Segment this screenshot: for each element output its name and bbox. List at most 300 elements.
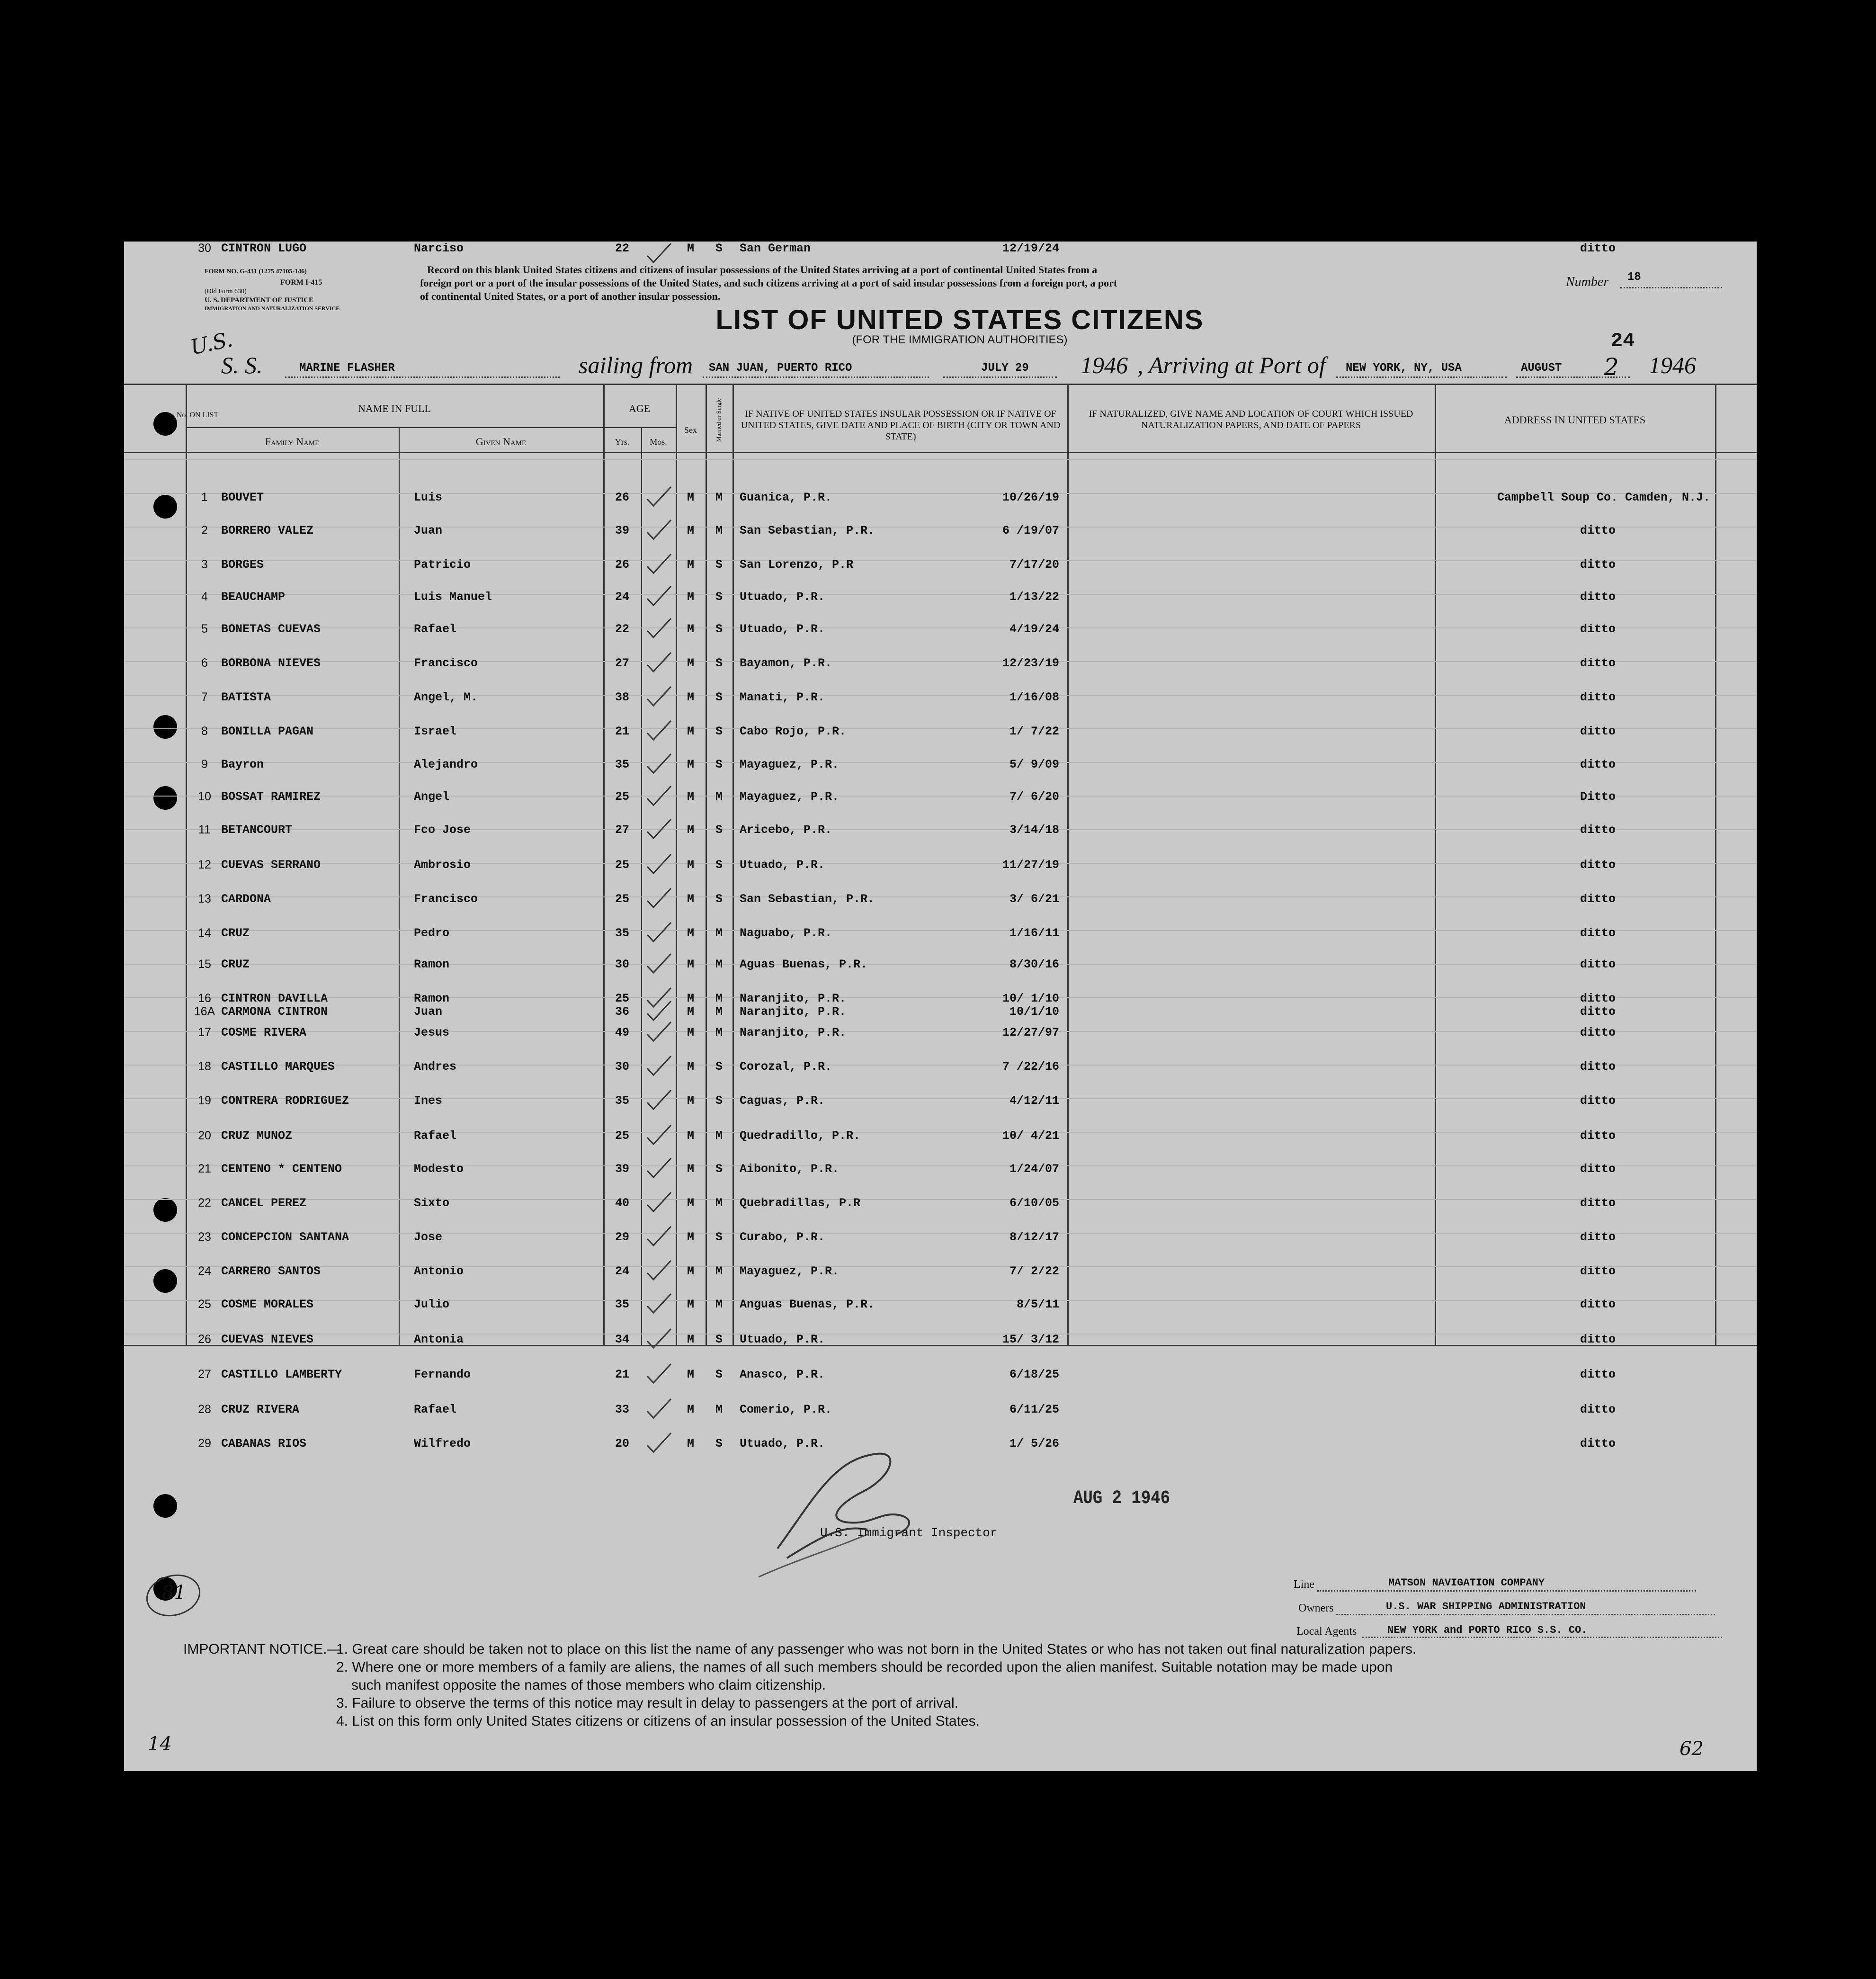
cell-age: 29 xyxy=(615,1230,629,1244)
check-mark-icon xyxy=(645,784,673,808)
owners-value: U.S. WAR SHIPPING ADMINISTRATION xyxy=(1386,1601,1586,1612)
us-handwritten: U.S. xyxy=(188,327,235,360)
cell-place: Utuado, P.R. xyxy=(740,590,825,604)
cell-no: 26 xyxy=(198,1333,211,1346)
ship-name: MARINE FLASHER xyxy=(299,362,395,375)
cell-addr: ditto xyxy=(1580,1060,1616,1074)
cell-place: Bayamon, P.R. xyxy=(740,656,832,670)
cell-given: Luis Manuel xyxy=(414,590,492,604)
cell-no: 12 xyxy=(198,858,211,871)
dept-name: U. S. DEPARTMENT OF JUSTICE xyxy=(205,296,314,304)
cell-given: Rafael xyxy=(414,1129,457,1143)
cell-age: 21 xyxy=(615,725,629,738)
cell-date: 6/10/05 xyxy=(1009,1196,1059,1210)
cell-addr: ditto xyxy=(1580,590,1616,604)
cell-family: CRUZ MUNOZ xyxy=(221,1129,293,1143)
cell-no: 24 xyxy=(198,1264,211,1278)
cell-given: Israel xyxy=(414,725,457,738)
cell-given: Alejandro xyxy=(414,758,478,771)
cell-family: BONETAS CUEVAS xyxy=(221,622,321,636)
cell-family: CENTENO * CENTENO xyxy=(221,1162,342,1176)
punch-hole xyxy=(153,786,177,810)
arrival-day: 2 xyxy=(1604,353,1619,381)
cell-place: Naguabo, P.R. xyxy=(740,926,832,940)
cell-addr: ditto xyxy=(1580,1196,1616,1210)
cell-ms: S xyxy=(715,858,723,872)
cell-family: CINTRON LUGO xyxy=(221,242,307,255)
cell-family: BONILLA PAGAN xyxy=(221,725,314,738)
cell-given: Fco Jose xyxy=(414,823,471,837)
cell-place: Utuado, P.R. xyxy=(740,1333,825,1346)
cell-sex: M xyxy=(687,524,694,537)
cell-date: 6/18/25 xyxy=(1009,1368,1059,1381)
cell-no: 30 xyxy=(198,242,211,255)
col-birth: IF NATIVE OF UNITED STATES INSULAR POSSESSION OR IF NATIVE OF UNITED STATES, GIVE DATE AND PLACE OF BIRTH (CITY OR TOWN AND STATE) xyxy=(741,409,1061,442)
check-mark-icon xyxy=(645,852,673,876)
cell-no: 20 xyxy=(198,1129,211,1142)
check-mark-icon xyxy=(645,1191,673,1214)
cell-family: CABANAS RIOS xyxy=(221,1437,307,1451)
check-mark-icon xyxy=(645,485,673,509)
cell-ms: M xyxy=(715,1129,723,1143)
cell-no: 2 xyxy=(201,524,208,537)
col-marital: Married or Single xyxy=(715,398,722,442)
cell-ms: M xyxy=(715,1005,723,1019)
cell-sex: M xyxy=(687,1196,694,1210)
check-mark-icon xyxy=(645,552,673,576)
cell-ms: S xyxy=(715,242,723,255)
cell-addr: ditto xyxy=(1580,992,1616,1005)
cell-no: 10 xyxy=(198,790,211,803)
cell-sex: M xyxy=(687,656,694,670)
cell-addr: ditto xyxy=(1580,758,1616,771)
cell-family: CUEVAS SERRANO xyxy=(221,858,321,872)
check-mark-icon xyxy=(645,242,673,265)
cell-ms: S xyxy=(715,590,723,604)
cell-age: 30 xyxy=(615,1060,629,1074)
cell-sex: M xyxy=(687,1129,694,1143)
cell-ms: S xyxy=(715,758,723,771)
sailing-label: sailing from xyxy=(579,352,693,378)
cell-no: 19 xyxy=(198,1094,211,1107)
cell-no: 4 xyxy=(201,590,208,603)
page-title: LIST OF UNITED STATES CITIZENS xyxy=(715,304,1204,335)
cell-ms: M xyxy=(715,1196,723,1210)
cell-addr: ditto xyxy=(1580,1026,1616,1039)
cell-date: 12/27/97 xyxy=(1002,1026,1059,1039)
cell-no: 6 xyxy=(201,656,208,670)
notice-2b: such manifest opposite the names of those members who claim citizenship. xyxy=(351,1677,826,1693)
cell-family: CRUZ xyxy=(221,958,250,971)
cell-no: 14 xyxy=(198,926,211,940)
cell-ms: M xyxy=(715,1026,723,1039)
cell-no: 17 xyxy=(198,1026,211,1039)
cell-ms: S xyxy=(715,823,723,837)
cell-family: CUEVAS NIEVES xyxy=(221,1333,314,1346)
cell-sex: M xyxy=(687,1333,694,1346)
cell-age: 39 xyxy=(615,1162,629,1176)
cell-addr: ditto xyxy=(1580,242,1616,255)
cell-date: 1/ 5/26 xyxy=(1009,1437,1059,1451)
ss-label: S. S. xyxy=(221,352,263,378)
cell-place: Naranjito, P.R. xyxy=(740,1026,847,1039)
cell-given: Ramon xyxy=(414,958,450,971)
cell-date: 8/30/16 xyxy=(1009,958,1059,971)
cell-place: Mayaguez, P.R. xyxy=(740,790,840,804)
cell-sex: M xyxy=(687,958,694,971)
cell-no: 1 xyxy=(201,491,208,504)
departure-port: SAN JUAN, PUERTO RICO xyxy=(709,362,852,375)
page-number-hand: 24 xyxy=(1611,330,1635,352)
arriving-label: , Arriving at Port of xyxy=(1137,352,1326,378)
cell-place: Anguas Buenas, P.R. xyxy=(740,1298,875,1311)
line-value: MATSON NAVIGATION COMPANY xyxy=(1388,1577,1545,1589)
manifest-sheet xyxy=(124,242,1757,1771)
check-mark-icon xyxy=(645,999,673,1023)
cell-date: 15/ 3/12 xyxy=(1002,1333,1059,1346)
intro-line-1: Record on this blank United States citizens and citizens of insular possessions of the United States arriving at a port of continental United States from a xyxy=(427,264,1098,276)
cell-date: 6 /19/07 xyxy=(1002,524,1059,537)
cell-given: Ines xyxy=(414,1094,443,1108)
cell-addr: ditto xyxy=(1580,926,1616,940)
cell-age: 24 xyxy=(615,590,629,604)
check-mark-icon xyxy=(645,1156,673,1180)
cell-family: BORBONA NIEVES xyxy=(221,656,321,670)
cell-ms: S xyxy=(715,1368,723,1381)
cell-age: 26 xyxy=(615,491,629,504)
old-form: (Old Form 630) xyxy=(205,288,247,295)
cell-no: 28 xyxy=(198,1403,211,1416)
cell-family: BEAUCHAMP xyxy=(221,590,286,604)
check-mark-icon xyxy=(645,617,673,640)
cell-sex: M xyxy=(687,1060,694,1074)
cell-place: Anasco, P.R. xyxy=(740,1368,825,1381)
check-mark-icon xyxy=(645,1292,673,1316)
cell-date: 4/12/11 xyxy=(1009,1094,1059,1108)
cell-addr: ditto xyxy=(1580,1264,1616,1278)
cell-no: 3 xyxy=(201,558,208,571)
cell-given: Wilfredo xyxy=(414,1437,471,1451)
cell-place: Caguas, P.R. xyxy=(740,1094,825,1108)
cell-ms: S xyxy=(715,1230,723,1244)
cell-sex: M xyxy=(687,242,694,255)
cell-no: 13 xyxy=(198,892,211,905)
cell-date: 1/13/22 xyxy=(1009,590,1059,604)
cell-sex: M xyxy=(687,758,694,771)
cell-given: Francisco xyxy=(414,892,478,906)
cell-given: Jesus xyxy=(414,1026,450,1039)
cell-sex: M xyxy=(687,1403,694,1416)
cell-family: BOSSAT RAMIREZ xyxy=(221,790,321,804)
cell-place: Naranjito, P.R. xyxy=(740,1005,847,1019)
cell-addr: ditto xyxy=(1580,1129,1616,1143)
cell-date: 11/27/19 xyxy=(1002,858,1059,872)
cell-age: 21 xyxy=(615,1368,629,1381)
cell-date: 7/ 6/20 xyxy=(1009,790,1059,804)
cell-sex: M xyxy=(687,590,694,604)
cell-addr: ditto xyxy=(1580,1094,1616,1108)
intro-line-3: of continental United States, or a port of another insular possession. xyxy=(420,290,721,302)
cell-place: Utuado, P.R. xyxy=(740,858,825,872)
cell-family: CASTILLO MARQUES xyxy=(221,1060,335,1074)
cell-age: 27 xyxy=(615,656,629,670)
number-value: 18 xyxy=(1627,271,1641,284)
cell-addr: ditto xyxy=(1580,1162,1616,1176)
cell-given: Juan xyxy=(414,524,443,537)
cell-place: Manati, P.R. xyxy=(740,690,825,704)
cell-family: CANCEL PEREZ xyxy=(221,1196,307,1210)
cell-addr: ditto xyxy=(1580,1403,1616,1416)
cell-family: CRUZ RIVERA xyxy=(221,1403,300,1416)
form-label: FORM I-415 xyxy=(280,278,322,287)
cell-date: 12/19/24 xyxy=(1002,242,1059,255)
cell-sex: M xyxy=(687,1230,694,1244)
cell-place: Utuado, P.R. xyxy=(740,1437,825,1451)
cell-age: 25 xyxy=(615,858,629,872)
cell-sex: M xyxy=(687,892,694,906)
cell-age: 35 xyxy=(615,926,629,940)
cell-addr: Ditto xyxy=(1580,790,1616,804)
cell-ms: M xyxy=(715,926,723,940)
cell-ms: M xyxy=(715,524,723,537)
cell-given: Antonio xyxy=(414,1264,464,1278)
cell-addr: ditto xyxy=(1580,958,1616,971)
cell-place: Curabo, P.R. xyxy=(740,1230,825,1244)
inspector-signature xyxy=(759,1440,957,1582)
check-mark-icon xyxy=(645,1088,673,1112)
cell-sex: M xyxy=(687,1094,694,1108)
cell-ms: S xyxy=(715,1094,723,1108)
cell-given: Angel, M. xyxy=(414,690,478,704)
cell-sex: M xyxy=(687,992,694,1005)
cell-addr: ditto xyxy=(1580,1005,1616,1019)
cell-ms: M xyxy=(715,1403,723,1416)
check-mark-icon xyxy=(645,817,673,841)
cell-date: 8/5/11 xyxy=(1016,1298,1059,1311)
cell-family: CONCEPCION SANTANA xyxy=(221,1230,349,1244)
cell-no: 25 xyxy=(198,1298,211,1311)
cell-given: Modesto xyxy=(414,1162,464,1176)
line-label: Line xyxy=(1294,1578,1314,1591)
cell-given: Julio xyxy=(414,1298,450,1311)
cell-given: Francisco xyxy=(414,656,478,670)
check-mark-icon xyxy=(645,1225,673,1248)
cell-place: Utuado, P.R. xyxy=(740,622,825,636)
punch-hole xyxy=(153,1494,177,1518)
cell-age: 35 xyxy=(615,1094,629,1108)
form-number: FORM NO. G-431 (1275 47105-146) xyxy=(205,268,307,275)
cell-given: Narciso xyxy=(414,242,464,255)
cell-addr: ditto xyxy=(1580,823,1616,837)
cell-ms: M xyxy=(715,1264,723,1278)
cell-place: San German xyxy=(740,242,811,255)
cell-place: Aguas Buenas, P.R. xyxy=(740,958,868,971)
cell-place: Guanica, P.R. xyxy=(740,491,832,504)
cell-sex: M xyxy=(687,858,694,872)
cell-given: Fernando xyxy=(414,1368,471,1381)
cell-ms: S xyxy=(715,1162,723,1176)
cell-place: Naranjito, P.R. xyxy=(740,992,847,1005)
cell-ms: S xyxy=(715,622,723,636)
cell-place: San Lorenzo, P.R xyxy=(740,558,854,572)
arrival-port: NEW YORK, NY, USA xyxy=(1346,362,1462,375)
cell-sex: M xyxy=(687,558,694,572)
cell-ms: S xyxy=(715,1437,723,1451)
cell-date: 10/ 1/10 xyxy=(1002,992,1059,1005)
cell-sex: M xyxy=(687,823,694,837)
cell-family: BORGES xyxy=(221,558,264,572)
check-mark-icon xyxy=(645,1123,673,1147)
cell-family: CRUZ xyxy=(221,926,250,940)
cell-age: 20 xyxy=(615,1437,629,1451)
cell-place: San Sebastian, P.R. xyxy=(740,892,875,906)
col-no: No. ON LIST xyxy=(176,411,219,419)
notice-heading: IMPORTANT NOTICE.— xyxy=(183,1641,341,1657)
cell-family: BOUVET xyxy=(221,491,264,504)
cell-addr: ditto xyxy=(1580,1368,1616,1381)
cell-no: 27 xyxy=(198,1368,211,1381)
cell-addr: ditto xyxy=(1580,1437,1616,1451)
notice-2a: 2. Where one or more members of a family are aliens, the names of all such members should be recorded upon the alien manifest. Suitable notation may be made upon xyxy=(336,1659,1393,1675)
cell-given: Patricio xyxy=(414,558,471,572)
cell-family: CARMONA CINTRON xyxy=(221,1005,328,1019)
cell-age: 25 xyxy=(615,790,629,804)
col-given-name: Given Name xyxy=(475,436,527,448)
cell-family: CASTILLO LAMBERTY xyxy=(221,1368,342,1381)
cell-place: Mayaguez, P.R. xyxy=(740,1264,840,1278)
cell-family: CARDONA xyxy=(221,892,271,906)
cell-ms: S xyxy=(715,558,723,572)
inspector-label: U.S. Immigrant Inspector xyxy=(820,1526,998,1540)
cell-sex: M xyxy=(687,1264,694,1278)
cell-addr: ditto xyxy=(1580,858,1616,872)
cell-no: 18 xyxy=(198,1060,211,1073)
cell-sex: M xyxy=(687,1026,694,1039)
check-mark-icon xyxy=(645,1431,673,1455)
cell-place: Corozal, P.R. xyxy=(740,1060,832,1074)
punch-hole xyxy=(153,1269,177,1293)
cell-family: CARRERO SANTOS xyxy=(221,1264,321,1278)
cell-date: 1/16/08 xyxy=(1009,690,1059,704)
inspector-date-stamp: AUG 2 1946 xyxy=(1073,1488,1170,1509)
cell-no: 16 xyxy=(198,992,211,1005)
cell-date: 1/24/07 xyxy=(1009,1162,1059,1176)
col-yrs: Yrs. xyxy=(615,437,630,447)
departure-year: 1946 xyxy=(1081,352,1128,378)
cell-date: 1/ 7/22 xyxy=(1009,725,1059,738)
cell-age: 25 xyxy=(615,992,629,1005)
cell-ms: M xyxy=(715,1298,723,1311)
punch-hole xyxy=(153,715,177,739)
service-name: IMMIGRATION AND NATURALIZATION SERVICE xyxy=(205,305,340,312)
cell-addr: ditto xyxy=(1580,558,1616,572)
page-subtitle: (FOR THE IMMIGRATION AUTHORITIES) xyxy=(852,333,1068,346)
check-mark-icon xyxy=(645,1327,673,1351)
cell-addr: ditto xyxy=(1580,622,1616,636)
cell-sex: M xyxy=(687,622,694,636)
cell-date: 7/ 2/22 xyxy=(1009,1264,1059,1278)
cell-date: 3/ 6/21 xyxy=(1009,892,1059,906)
number-label: Number xyxy=(1566,275,1609,289)
cell-family: Bayron xyxy=(221,758,264,771)
notice-1: 1. Great care should be taken not to place on this list the name of any passenger who was not born in the United States or who has not taken out final naturalization papers. xyxy=(336,1641,1417,1657)
cell-date: 7 /22/16 xyxy=(1002,1060,1059,1074)
arrival-month: AUGUST xyxy=(1521,362,1562,375)
cell-no: 8 xyxy=(201,725,208,738)
cell-date: 4/19/24 xyxy=(1009,622,1059,636)
check-mark-icon xyxy=(645,685,673,708)
cell-given: Antonia xyxy=(414,1333,464,1346)
cell-date: 12/23/19 xyxy=(1002,656,1059,670)
cell-addr: Campbell Soup Co. Camden, N.J. xyxy=(1497,491,1710,504)
cell-given: Pedro xyxy=(414,926,450,940)
check-mark-icon xyxy=(645,752,673,776)
cell-addr: ditto xyxy=(1580,656,1616,670)
col-address: ADDRESS IN UNITED STATES xyxy=(1504,414,1646,426)
cell-ms: M xyxy=(715,491,723,504)
col-mos: Mos. xyxy=(650,437,667,447)
cell-place: San Sebastian, P.R. xyxy=(740,524,875,537)
cell-family: CINTRON DAVILLA xyxy=(221,992,328,1005)
cell-sex: M xyxy=(687,725,694,738)
cell-date: 10/ 4/21 xyxy=(1002,1129,1059,1143)
notice-4: 4. List on this form only United States citizens or citizens of an insular possession of the United States. xyxy=(336,1713,980,1729)
cell-addr: ditto xyxy=(1580,690,1616,704)
cell-no: 11 xyxy=(198,823,211,836)
cell-date: 7/17/20 xyxy=(1009,558,1059,572)
check-mark-icon xyxy=(645,952,673,976)
check-mark-icon xyxy=(645,921,673,944)
intro-line-2: foreign port or a port of the insular possessions of the United States, and such citizens arriving at a port of said insular possessions from a foreign port, a port xyxy=(420,277,1117,289)
handwritten-bottom-right: 62 xyxy=(1679,1738,1704,1760)
cell-date: 3/14/18 xyxy=(1009,823,1059,837)
cell-family: BATISTA xyxy=(221,690,271,704)
cell-no: 5 xyxy=(201,622,208,636)
cell-no: 16A xyxy=(194,1005,215,1018)
cell-family: BETANCOURT xyxy=(221,823,293,837)
cell-age: 35 xyxy=(615,758,629,771)
arrival-year: 1946 xyxy=(1649,352,1696,378)
cell-given: Ambrosio xyxy=(414,858,471,872)
cell-addr: ditto xyxy=(1580,524,1616,537)
cell-place: Comerio, P.R. xyxy=(740,1403,832,1416)
cell-date: 10/26/19 xyxy=(1002,491,1059,504)
punch-hole xyxy=(153,1198,177,1222)
cell-given: Rafael xyxy=(414,622,457,636)
cell-sex: M xyxy=(687,1298,694,1311)
cell-age: 39 xyxy=(615,524,629,537)
cell-age: 22 xyxy=(615,242,629,255)
cell-ms: S xyxy=(715,1060,723,1074)
cell-given: Ramon xyxy=(414,992,450,1005)
notice-3: 3. Failure to observe the terms of this notice may result in delay to passengers at the port of arrival. xyxy=(336,1695,958,1711)
departure-date: JULY 29 xyxy=(981,362,1029,375)
cell-age: 33 xyxy=(615,1403,629,1416)
handwritten-bottom-left: 14 xyxy=(148,1733,172,1755)
check-mark-icon xyxy=(645,1020,673,1044)
punch-hole xyxy=(153,495,177,519)
cell-sex: M xyxy=(687,790,694,804)
check-mark-icon xyxy=(645,887,673,910)
agents-value: NEW YORK and PORTO RICO S.S. CO. xyxy=(1387,1624,1588,1636)
cell-place: Quedradillo, P.R. xyxy=(740,1129,861,1143)
cell-age: 38 xyxy=(615,690,629,704)
cell-age: 49 xyxy=(615,1026,629,1039)
cell-sex: M xyxy=(687,1162,694,1176)
cell-date: 10/1/10 xyxy=(1009,1005,1059,1019)
cell-place: Quebradillas, P.R xyxy=(740,1196,861,1210)
cell-age: 34 xyxy=(615,1333,629,1346)
